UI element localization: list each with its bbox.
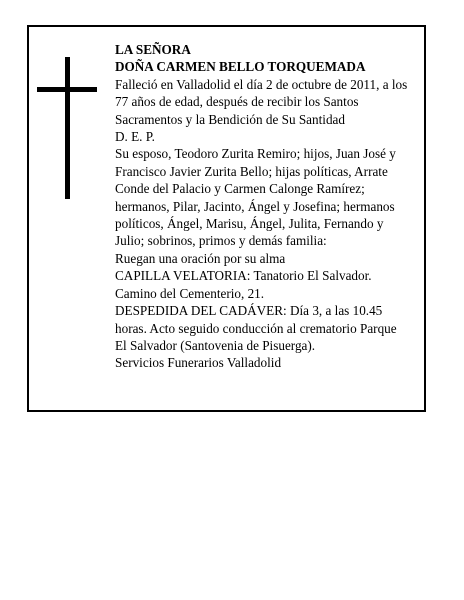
body-line: D. E. P. (115, 129, 155, 145)
latin-cross-icon (37, 57, 97, 199)
body-line: Francisco Javier Zurita Bello; hijas políticas, Arrate (115, 163, 388, 179)
deceased-name: DOÑA CARMEN BELLO TORQUEMADA (115, 59, 366, 75)
body-line: CAPILLA VELATORIA: Tanatorio El Salvador. (115, 268, 372, 284)
body-line: horas. Acto seguido conducción al crematorio Parque (115, 320, 397, 336)
body-line: Ruegan una oración por su alma (115, 250, 286, 266)
body-line: políticos, Ángel, Marisu, Ángel, Julita, Fernando y (115, 216, 384, 232)
body-line: Julio; sobrinos, primos y demás familia: (115, 233, 327, 249)
cross-vertical-bar (65, 57, 70, 199)
cross-horizontal-bar (37, 87, 97, 92)
body-line: Falleció en Valladolid el día 2 de octubre de 2011, a los (115, 76, 408, 92)
body-line: 77 años de edad, después de recibir los Santos (115, 94, 359, 110)
notice-text (115, 41, 425, 372)
notice-title-line1: LA SEÑORA (115, 42, 191, 57)
body-line: Camino del Cementerio, 21. (115, 285, 265, 301)
obituary-notice (27, 25, 426, 412)
body-line: El Salvador (Santovenia de Pisuerga). (115, 337, 316, 353)
body-line: Conde del Palacio y Carmen Calonge Ramírez; (115, 181, 365, 197)
body-line: Su esposo, Teodoro Zurita Remiro; hijos, Juan José y (115, 146, 396, 162)
body-line: Sacramentos y la Bendición de Su Santidad (115, 111, 346, 127)
body-line: Servicios Funerarios Valladolid (115, 355, 282, 371)
body-line: DESPEDIDA DEL CADÁVER: Día 3, a las 10.45 (115, 303, 383, 319)
body-line: hermanos, Pilar, Jacinto, Ángel y Josefina; hermanos (115, 198, 395, 214)
